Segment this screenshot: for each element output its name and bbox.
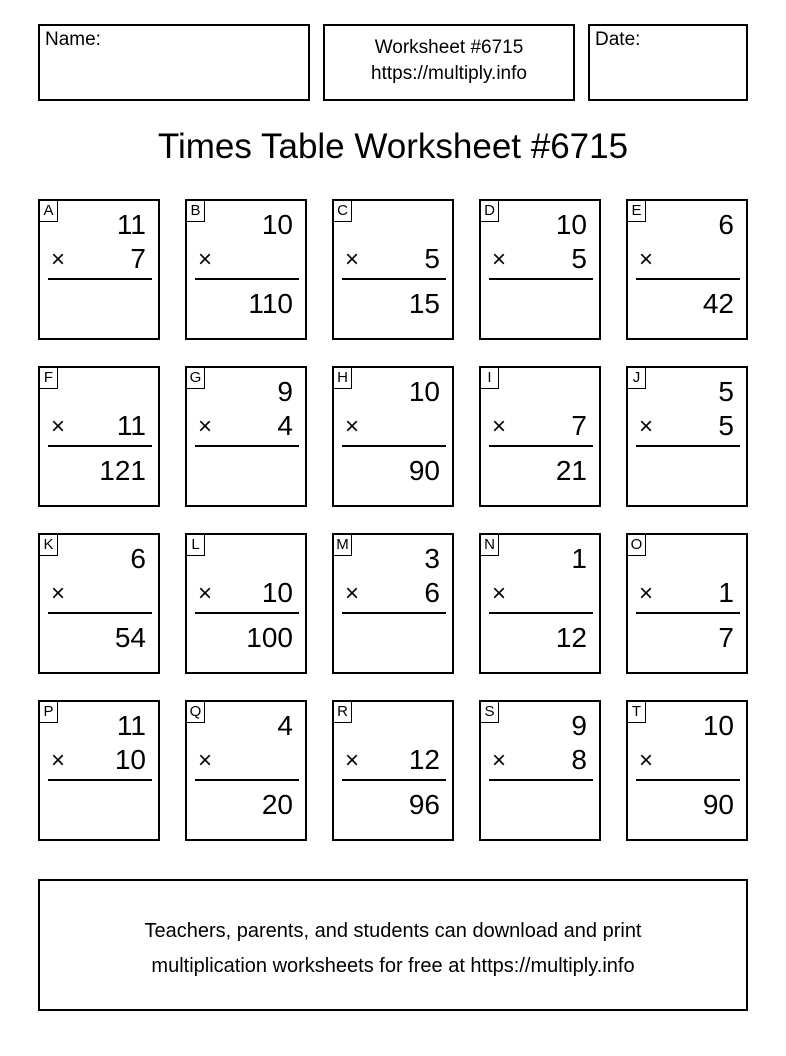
problem-letter: D bbox=[480, 200, 499, 222]
times-sign: × bbox=[492, 413, 507, 440]
problem-letter: B bbox=[186, 200, 205, 222]
problem-card bbox=[626, 533, 748, 674]
times-sign: × bbox=[51, 246, 66, 273]
problem-card bbox=[332, 366, 454, 507]
answer-line bbox=[342, 278, 446, 280]
problem-letter: I bbox=[480, 367, 499, 389]
answer-line bbox=[636, 278, 740, 280]
problem-card bbox=[479, 366, 601, 507]
problem-letter: K bbox=[39, 534, 58, 556]
problem-top-number: 5 bbox=[718, 376, 734, 407]
problem-letter: Q bbox=[186, 701, 205, 723]
problem-card bbox=[38, 199, 160, 340]
times-sign: × bbox=[492, 246, 507, 273]
problem-card bbox=[38, 366, 160, 507]
problem-letter: R bbox=[333, 701, 352, 723]
problem-bottom-number: 10 bbox=[261, 577, 293, 608]
problem-card bbox=[626, 366, 748, 507]
times-sign: × bbox=[639, 747, 654, 774]
problem-card bbox=[185, 533, 307, 674]
problem-card bbox=[185, 366, 307, 507]
problem-answer: 7 bbox=[718, 622, 734, 653]
problem-card bbox=[332, 199, 454, 340]
problem-card bbox=[479, 533, 601, 674]
answer-line bbox=[489, 612, 593, 614]
problem-letter: M bbox=[333, 534, 352, 556]
problem-answer: 12 bbox=[555, 622, 587, 653]
problem-top-number: 11 bbox=[116, 209, 146, 240]
times-sign: × bbox=[198, 246, 213, 273]
problem-top-number: 9 bbox=[277, 376, 293, 407]
problem-top-number: 10 bbox=[702, 710, 734, 741]
name-label: Name: bbox=[45, 29, 101, 50]
problem-bottom-number: 5 bbox=[424, 243, 440, 274]
answer-line bbox=[195, 612, 299, 614]
answer-line bbox=[489, 779, 593, 781]
date-label: Date: bbox=[595, 29, 641, 50]
problem-letter: E bbox=[627, 200, 646, 222]
problem-top-number: 11 bbox=[116, 710, 146, 741]
times-sign: × bbox=[345, 246, 360, 273]
problem-top-number: 6 bbox=[130, 543, 146, 574]
problem-answer: 20 bbox=[261, 789, 293, 820]
worksheet-number: Worksheet #6715 bbox=[374, 37, 524, 58]
problem-card bbox=[185, 199, 307, 340]
problem-card bbox=[332, 533, 454, 674]
problem-answer: 96 bbox=[408, 789, 440, 820]
times-sign: × bbox=[639, 580, 654, 607]
problem-top-number: 9 bbox=[571, 710, 587, 741]
times-sign: × bbox=[492, 747, 507, 774]
problem-letter: T bbox=[627, 701, 646, 723]
answer-line bbox=[48, 612, 152, 614]
problem-card bbox=[479, 700, 601, 841]
problem-bottom-number: 6 bbox=[424, 577, 440, 608]
answer-line bbox=[636, 612, 740, 614]
problem-letter: N bbox=[480, 534, 499, 556]
problem-answer: 110 bbox=[248, 288, 293, 319]
answer-line bbox=[489, 445, 593, 447]
times-sign: × bbox=[198, 580, 213, 607]
answer-line bbox=[636, 779, 740, 781]
problem-letter: L bbox=[186, 534, 205, 556]
problem-letter: H bbox=[333, 367, 352, 389]
answer-line bbox=[48, 278, 152, 280]
date-field-box[interactable] bbox=[588, 24, 748, 101]
times-sign: × bbox=[198, 747, 213, 774]
problem-bottom-number: 12 bbox=[408, 744, 440, 775]
problem-bottom-number: 1 bbox=[718, 577, 734, 608]
answer-line bbox=[342, 779, 446, 781]
problem-card bbox=[38, 700, 160, 841]
answer-line bbox=[195, 445, 299, 447]
problem-top-number: 10 bbox=[408, 376, 440, 407]
problem-letter: O bbox=[627, 534, 646, 556]
problem-top-number: 10 bbox=[555, 209, 587, 240]
answer-line bbox=[48, 445, 152, 447]
problem-letter: F bbox=[39, 367, 58, 389]
problem-letter: G bbox=[186, 367, 205, 389]
problem-top-number: 3 bbox=[424, 543, 440, 574]
answer-line bbox=[195, 278, 299, 280]
problem-bottom-number: 11 bbox=[116, 410, 146, 441]
problem-answer: 42 bbox=[702, 288, 734, 319]
problem-top-number: 1 bbox=[571, 543, 587, 574]
problem-letter: A bbox=[39, 200, 58, 222]
problem-card bbox=[479, 199, 601, 340]
problem-answer: 100 bbox=[246, 622, 293, 653]
answer-line bbox=[48, 779, 152, 781]
problem-answer: 15 bbox=[408, 288, 440, 319]
times-sign: × bbox=[51, 413, 66, 440]
problem-answer: 90 bbox=[408, 455, 440, 486]
worksheet-id-box bbox=[323, 24, 575, 101]
times-sign: × bbox=[492, 580, 507, 607]
problem-bottom-number: 4 bbox=[277, 410, 293, 441]
problem-bottom-number: 5 bbox=[571, 243, 587, 274]
times-sign: × bbox=[345, 747, 360, 774]
answer-line bbox=[342, 445, 446, 447]
worksheet-url: https://multiply.info bbox=[371, 63, 527, 84]
footer-line-1: Teachers, parents, and students can download and print bbox=[144, 920, 642, 942]
problem-bottom-number: 5 bbox=[718, 410, 734, 441]
problem-answer: 121 bbox=[99, 455, 146, 486]
problem-card bbox=[626, 700, 748, 841]
page-title: Times Table Worksheet #6715 bbox=[157, 127, 629, 166]
problem-letter: S bbox=[480, 701, 499, 723]
answer-line bbox=[195, 779, 299, 781]
times-sign: × bbox=[345, 413, 360, 440]
problem-bottom-number: 7 bbox=[130, 243, 146, 274]
footer-box bbox=[38, 879, 748, 1011]
problem-card bbox=[332, 700, 454, 841]
name-field-box[interactable] bbox=[38, 24, 310, 101]
answer-line bbox=[489, 278, 593, 280]
problem-answer: 54 bbox=[114, 622, 146, 653]
problem-card bbox=[38, 533, 160, 674]
times-sign: × bbox=[51, 580, 66, 607]
times-sign: × bbox=[639, 413, 654, 440]
problem-bottom-number: 10 bbox=[114, 744, 146, 775]
problem-answer: 90 bbox=[702, 789, 734, 820]
problem-bottom-number: 8 bbox=[571, 744, 587, 775]
problem-top-number: 10 bbox=[261, 209, 293, 240]
problem-answer: 21 bbox=[555, 455, 587, 486]
problem-letter: P bbox=[39, 701, 58, 723]
problem-card bbox=[185, 700, 307, 841]
problem-letter: J bbox=[627, 367, 646, 389]
footer-line-2: multiplication worksheets for free at https://multiply.info bbox=[151, 955, 635, 977]
problem-top-number: 4 bbox=[277, 710, 293, 741]
times-sign: × bbox=[345, 580, 360, 607]
answer-line bbox=[636, 445, 740, 447]
times-sign: × bbox=[51, 747, 66, 774]
problem-letter: C bbox=[333, 200, 352, 222]
problem-top-number: 6 bbox=[718, 209, 734, 240]
answer-line bbox=[342, 612, 446, 614]
problem-bottom-number: 7 bbox=[571, 410, 587, 441]
problem-card bbox=[626, 199, 748, 340]
times-sign: × bbox=[198, 413, 213, 440]
times-sign: × bbox=[639, 246, 654, 273]
